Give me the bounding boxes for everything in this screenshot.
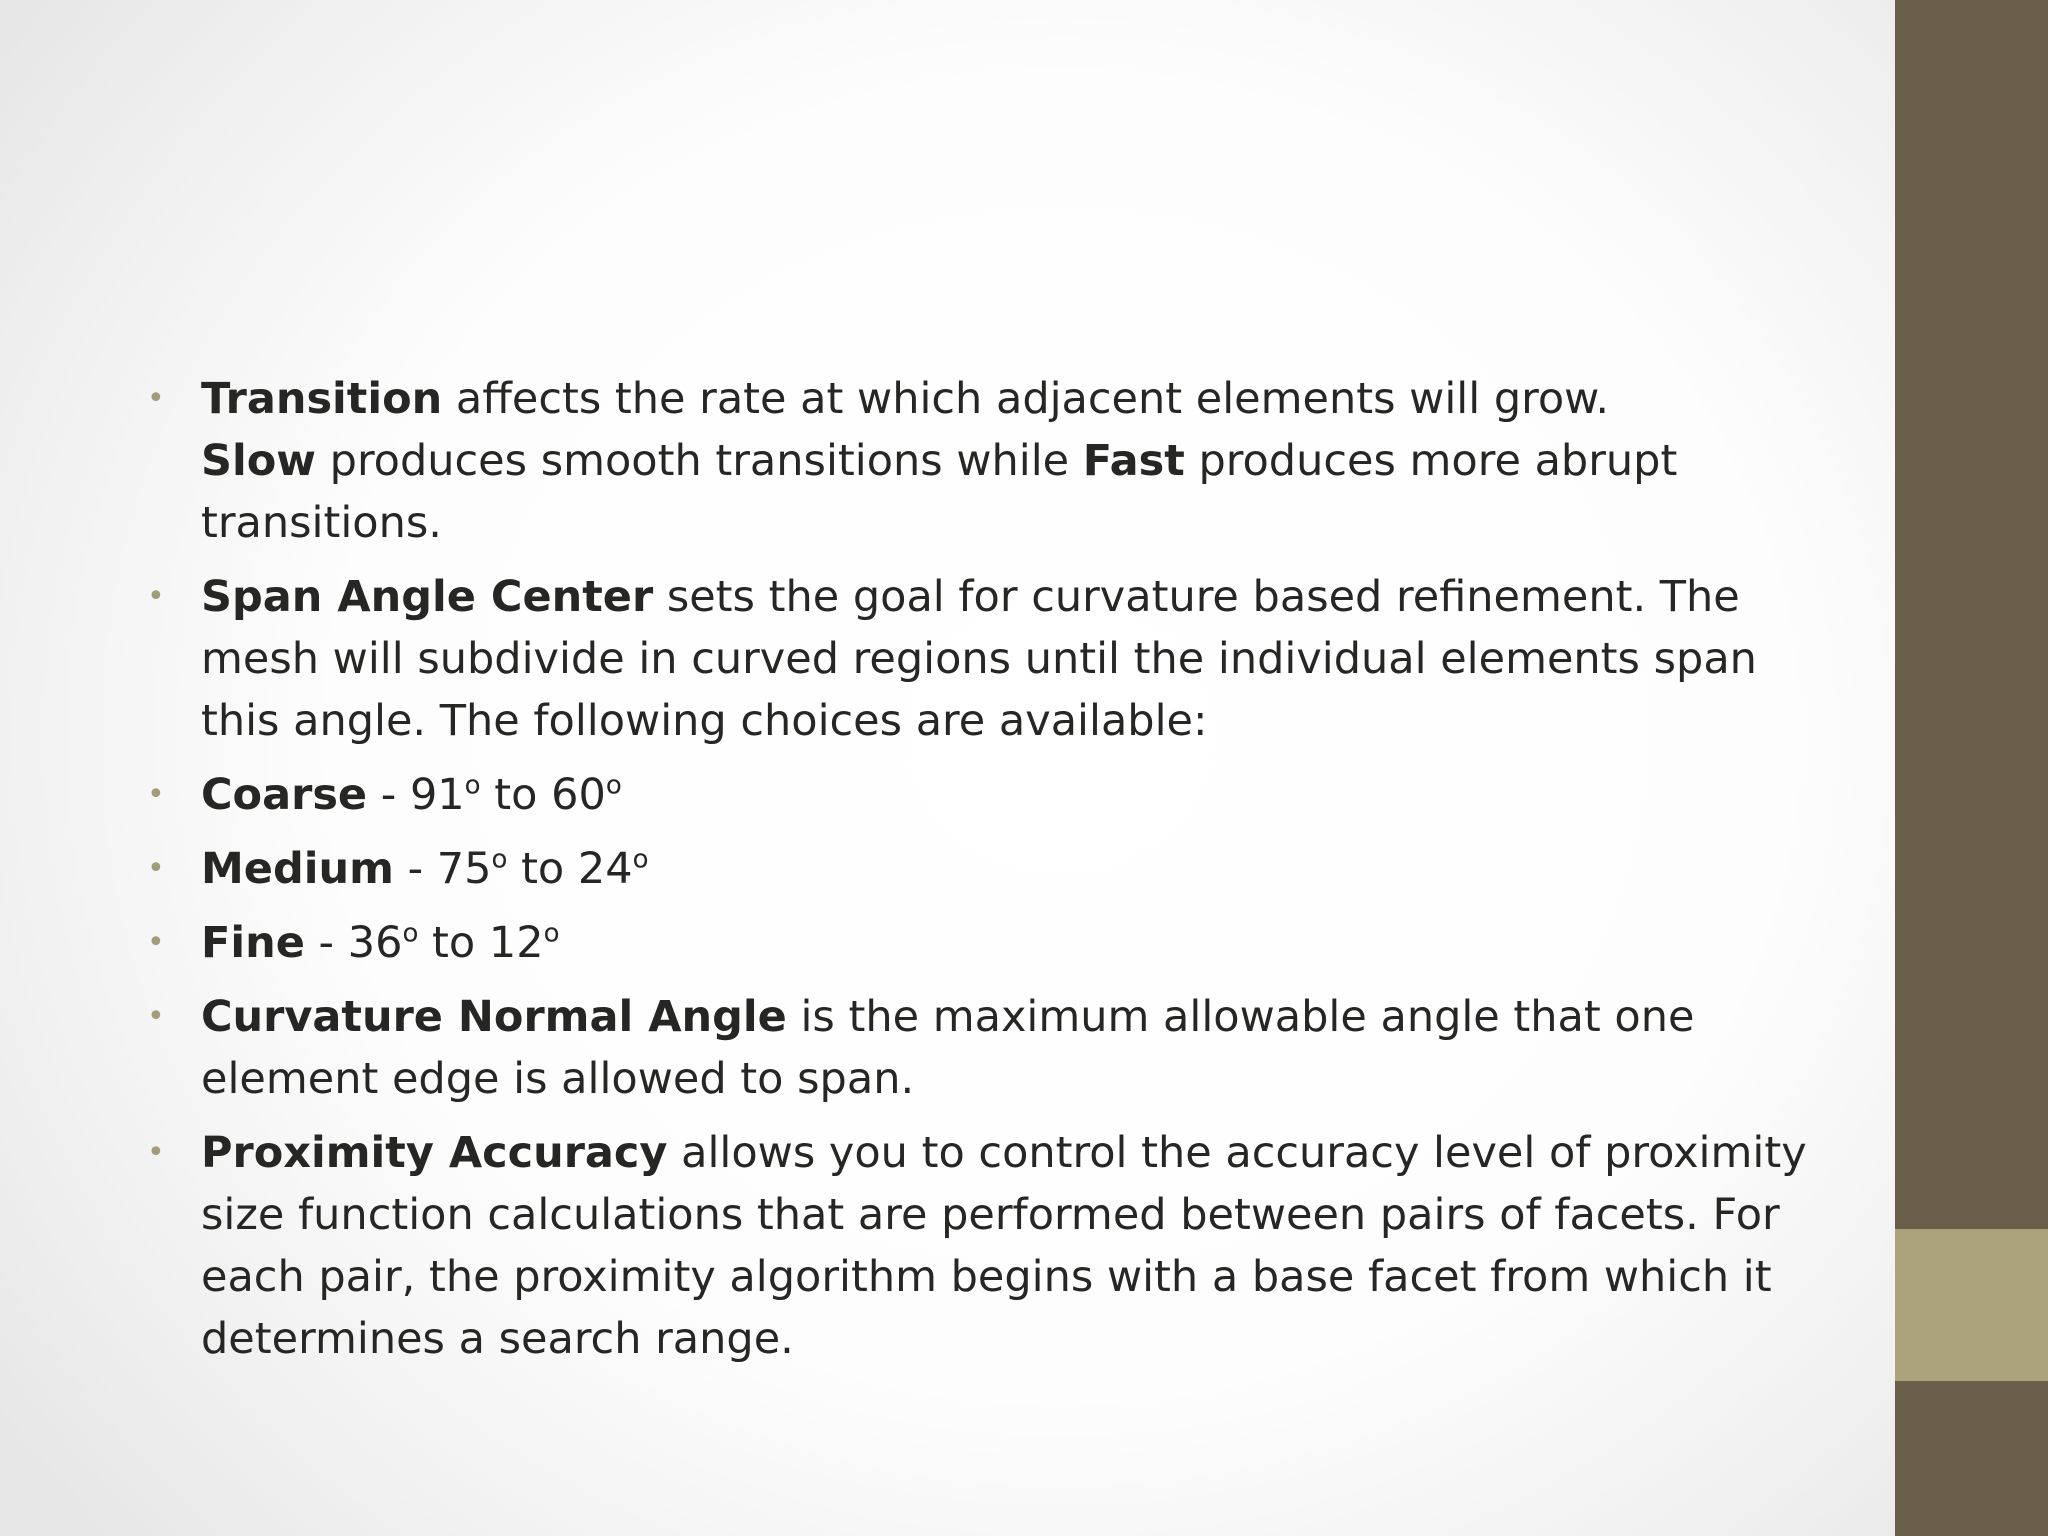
bullet-text: sets the goal for curvature based refinement. The mesh will subdivide in curved regions until the individual elements span this angle. The following choices are available: [201,572,1757,746]
bullet-dot-icon: • [147,579,165,614]
bullet-medium [145,838,1825,900]
term-coarse: Coarse [201,770,368,820]
bullet-text: produces smooth transitions while [315,436,1083,486]
bullet-text: - 36 [304,918,403,968]
degree-symbol: o [632,844,649,875]
bullet-proximity-accuracy [145,1122,1825,1370]
degree-symbol: o [464,770,481,801]
bullet-list [145,368,1825,1382]
bullet-text: is the maximum allowable angle that one element edge is allowed to span. [201,992,1695,1104]
term-span-angle-center: Span Angle Center [201,572,654,622]
bullet-coarse [145,764,1825,826]
degree-symbol: o [605,770,622,801]
bullet-text: - 75 [393,844,492,894]
bullet-text: affects the rate at which adjacent elements will grow. [442,374,1610,424]
bullet-dot-icon: • [147,925,165,960]
term-transition: Transition [201,374,443,424]
bullet-fine [145,912,1825,974]
bullet-text: to 24 [507,844,633,894]
term-slow: Slow [201,436,316,486]
sidebar-accent-block [1895,1229,2048,1381]
term-medium: Medium [201,844,394,894]
degree-symbol: o [402,918,419,949]
bullet-dot-icon: • [147,777,165,812]
term-curvature-normal-angle: Curvature Normal Angle [201,992,787,1042]
bullet-text: allows you to control the accuracy level of proximity size function calculations that are performed between pairs of facets. For each pair, the proximity algorithm begins with a base facet from which it determines a search range. [201,1128,1807,1364]
bullet-dot-icon: • [147,999,165,1034]
bullet-text: to 60 [480,770,606,820]
term-fine: Fine [201,918,305,968]
degree-symbol: o [491,844,508,875]
bullet-dot-icon: • [147,851,165,886]
bullet-dot-icon: • [147,381,165,416]
term-proximity-accuracy: Proximity Accuracy [201,1128,668,1178]
bullet-span-angle-center [145,566,1825,752]
bullet-text: - 91 [367,770,465,820]
term-fast: Fast [1082,436,1185,486]
bullet-dot-icon: • [147,1135,165,1170]
bullet-text: produces more abrupt transitions. [201,436,1678,548]
bullet-text: to 12 [418,918,544,968]
bullet-curvature-normal-angle [145,986,1825,1110]
degree-symbol: o [543,918,560,949]
bullet-transition [145,368,1825,554]
